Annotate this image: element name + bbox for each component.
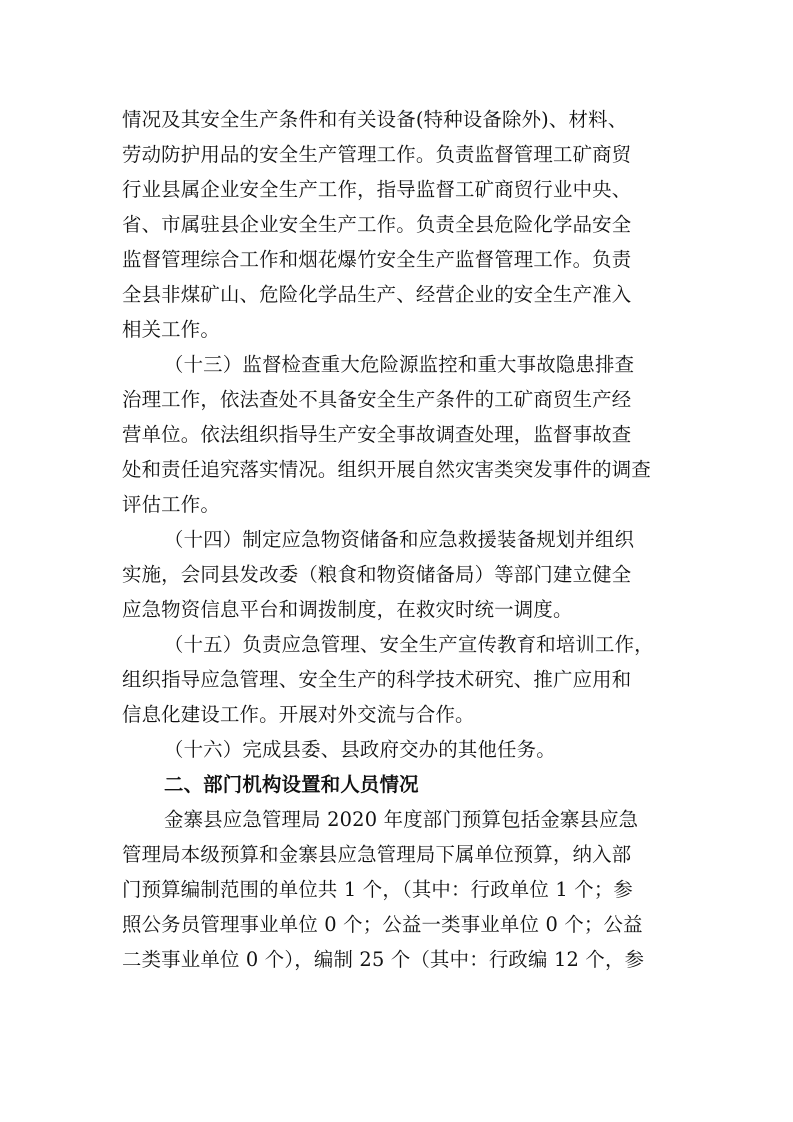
body-text-line: 管理局本级预算和金寨县应急管理局下属单位预算，纳入部 (122, 843, 632, 866)
body-text-line: 实施，会同县发改委（粮食和物资储备局）等部门建立健全 (122, 563, 632, 586)
document-page (122, 102, 674, 977)
paragraph-16-start: （十六）完成县委、县政府交办的其他任务。 (164, 738, 556, 761)
body-text-line: 处和责任追究落实情况。组织开展自然灾害类突发事件的调查 (122, 458, 651, 481)
body-text-line: 应急物资信息平台和调拨制度，在救灾时统一调度。 (122, 598, 573, 621)
body-text-line: 组织指导应急管理、安全生产的科学技术研究、推广应用和 (122, 668, 632, 691)
body-text-line: 全县非煤矿山、危险化学品生产、经营企业的安全生产准入 (122, 283, 632, 306)
paragraph-13-start: （十三）监督检查重大危险源监控和重大事故隐患排查 (164, 353, 635, 376)
body-text-line: 营单位。依法组织指导生产安全事故调查处理，监督事故查 (122, 423, 632, 446)
body-text-line: 劳动防护用品的安全生产管理工作。负责监督管理工矿商贸 (122, 143, 632, 166)
body-text-line: 照公务员管理事业单位 0 个；公益一类事业单位 0 个；公益 (122, 913, 643, 936)
body-text-line: 治理工作，依法查处不具备安全生产条件的工矿商贸生产经 (122, 388, 632, 411)
body-text-line: 评估工作。 (122, 493, 220, 516)
section-heading: 二、部门机构设置和人员情况 (164, 773, 419, 796)
body-text-line: 门预算编制范围的单位共 1 个，（其中：行政单位 1 个；参 (122, 878, 634, 901)
paragraph-14-start: （十四）制定应急物资储备和应急救援装备规划并组织 (164, 528, 635, 551)
section-paragraph-start: 金寨县应急管理局 2020 年度部门预算包括金寨县应急 (164, 808, 639, 831)
body-text-line: 行业县属企业安全生产工作，指导监督工矿商贸行业中央、 (122, 178, 632, 201)
paragraph-15-start: （十五）负责应急管理、安全生产宣传教育和培训工作， (164, 633, 654, 656)
body-text-line: 情况及其安全生产条件和有关设备(特种设备除外)、材料、 (122, 108, 628, 131)
body-text-line: 相关工作。 (122, 318, 220, 341)
body-text-line: 监督管理综合工作和烟花爆竹安全生产监督管理工作。负责 (122, 248, 632, 271)
body-text-line: 信息化建设工作。开展对外交流与合作。 (122, 703, 475, 726)
body-text-line: 二类事业单位 0 个），编制 25 个（其中：行政编 12 个，参 (122, 948, 645, 971)
body-text-line: 省、市属驻县企业安全生产工作。负责全县危险化学品安全 (122, 213, 632, 236)
